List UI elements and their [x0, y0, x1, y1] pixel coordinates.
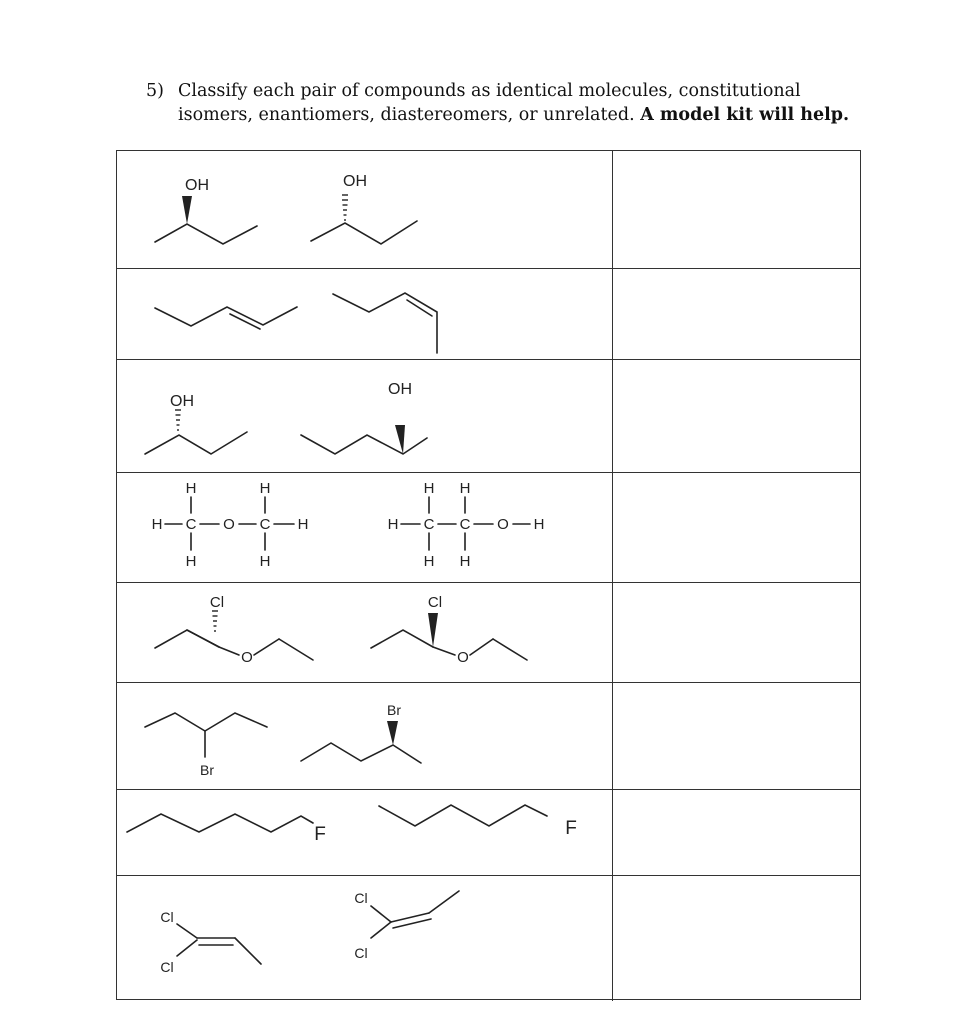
molecule-1a — [155, 177, 257, 244]
table-row-2 — [117, 269, 860, 360]
c-label: C — [185, 516, 197, 533]
structure-cell-5 — [117, 583, 613, 682]
question-line-2: isomers, enantiomers, diastereomers, or unrelated. — [178, 105, 641, 125]
structure-cell-2 — [117, 269, 613, 359]
cl-label-bottom: Cl — [160, 959, 174, 975]
question-number: 5) — [146, 81, 164, 101]
bond — [235, 938, 261, 964]
bond-to-oxygen — [219, 647, 239, 655]
molecule-8b — [354, 890, 459, 961]
pair-2-structures — [117, 269, 612, 359]
o-label: O — [223, 516, 235, 533]
answer-cell-6[interactable] — [613, 683, 860, 789]
pair-5-structures — [117, 583, 612, 682]
molecule-8a — [160, 909, 261, 975]
structure-cell-8 — [117, 876, 613, 1001]
h-label: H — [259, 480, 271, 497]
wedge-bond — [428, 613, 438, 647]
bond — [429, 891, 459, 913]
answer-cell-3[interactable] — [613, 360, 860, 472]
c-label: C — [423, 516, 435, 533]
wedge-bond — [182, 196, 192, 224]
skeleton-bonds — [301, 743, 421, 763]
molecule-2b — [333, 293, 437, 353]
f-label: F — [565, 818, 577, 839]
h-label: H — [459, 553, 471, 570]
c-label: C — [259, 516, 271, 533]
skeleton-bonds — [333, 293, 437, 353]
bond — [187, 630, 219, 647]
cl-label: Cl — [427, 594, 443, 611]
question-text — [178, 79, 898, 127]
structure-cell-6 — [117, 683, 613, 789]
skeleton-bonds — [301, 435, 427, 454]
oh-label: OH — [343, 173, 367, 190]
pair-7-structures — [117, 790, 612, 875]
hash-bond — [175, 410, 181, 430]
table-row-1 — [117, 151, 860, 269]
bond-from-oxygen — [254, 639, 279, 655]
o-label: O — [497, 516, 509, 533]
h-label: H — [423, 553, 435, 570]
skeleton-bonds — [155, 224, 257, 244]
answer-cell-2[interactable] — [613, 269, 860, 359]
bond-to-chlorine-bottom — [371, 922, 391, 938]
molecule-7b — [379, 805, 577, 839]
c-label: C — [459, 516, 471, 533]
answer-cell-4[interactable] — [613, 473, 860, 582]
molecule-6b — [301, 702, 421, 763]
bond-to-chlorine-top — [177, 924, 197, 938]
bond-to-chlorine-bottom — [177, 940, 197, 956]
structure-cell-7 — [117, 790, 613, 875]
pair-8-structures — [117, 876, 612, 1000]
h-label: H — [185, 553, 197, 570]
pair-4-structures — [117, 473, 612, 582]
br-label: Br — [200, 762, 214, 778]
h-label: H — [533, 516, 545, 533]
oh-label: OH — [170, 393, 194, 410]
bond-to-chlorine-top — [371, 906, 391, 922]
question-line-1: Classify each pair of compounds as identical molecules, constitutional — [178, 81, 801, 101]
h-label: H — [185, 480, 197, 497]
bond-from-oxygen — [470, 639, 493, 655]
hash-bond — [212, 611, 218, 631]
molecule-2a — [155, 307, 297, 329]
molecule-1b — [311, 173, 417, 244]
skeleton-bonds — [311, 221, 417, 244]
o-label: O — [241, 649, 253, 666]
molecule-5b — [371, 594, 527, 666]
cl-label-top: Cl — [160, 909, 174, 925]
cl-label: Cl — [209, 594, 225, 611]
question-emphasis: A model kit will help. — [640, 105, 850, 125]
answer-cell-7[interactable] — [613, 790, 860, 875]
table-row-5 — [117, 583, 860, 683]
skeleton-bonds — [127, 814, 313, 832]
molecule-4a — [152, 480, 309, 570]
skeleton-bonds — [145, 713, 267, 731]
molecule-3b — [301, 381, 427, 454]
molecule-7a — [127, 814, 326, 845]
h-label: H — [297, 516, 309, 533]
structure-cell-4 — [117, 473, 613, 582]
skeleton-bonds — [371, 630, 433, 648]
pair-3-structures — [117, 360, 612, 472]
cl-label-top: Cl — [354, 890, 368, 906]
hash-bond — [342, 195, 348, 220]
table-row-4 — [117, 473, 860, 583]
molecule-3a — [145, 393, 247, 454]
cl-label-bottom: Cl — [354, 945, 368, 961]
bond — [493, 639, 527, 660]
f-label: F — [314, 824, 326, 845]
molecule-5a — [155, 594, 313, 666]
bond-to-oxygen — [433, 647, 455, 655]
skeleton-bonds — [155, 307, 297, 326]
pair-1-structures — [117, 151, 612, 268]
h-label: H — [259, 553, 271, 570]
table-row-8 — [117, 876, 860, 1001]
structure-cell-3 — [117, 360, 613, 472]
table-row-7 — [117, 790, 860, 876]
molecule-6a — [145, 713, 267, 778]
compound-pairs-table — [116, 150, 861, 1000]
wedge-bond — [387, 721, 398, 745]
h-label: H — [459, 480, 471, 497]
h-label: H — [423, 480, 435, 497]
structure-cell-1 — [117, 151, 613, 268]
br-label: Br — [387, 702, 401, 718]
bond — [279, 639, 313, 660]
pair-6-structures — [117, 683, 612, 789]
skeleton-bonds — [145, 432, 247, 454]
skeleton-bonds — [379, 805, 547, 826]
h-label: H — [387, 516, 399, 533]
answer-cell-8[interactable] — [613, 876, 860, 1001]
answer-cell-5[interactable] — [613, 583, 860, 682]
wedge-bond — [395, 425, 405, 454]
table-row-3 — [117, 360, 860, 473]
molecule-4b — [388, 480, 545, 570]
o-label: O — [457, 649, 469, 666]
answer-cell-1[interactable] — [613, 151, 860, 268]
h-label: H — [151, 516, 163, 533]
skeleton-bonds — [155, 630, 219, 648]
oh-label: OH — [388, 381, 412, 398]
table-row-6 — [117, 683, 860, 790]
oh-label: OH — [185, 177, 209, 194]
